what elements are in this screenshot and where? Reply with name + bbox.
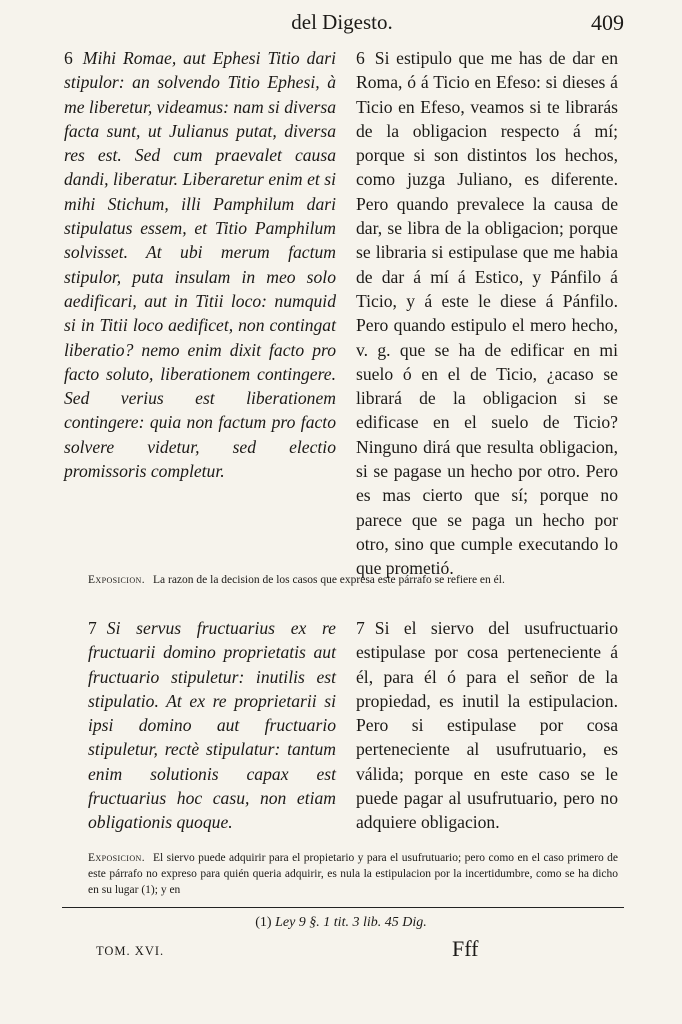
- spanish-column-section-6: [356, 46, 618, 581]
- section-number: 7: [88, 618, 97, 638]
- exposicion-section-6: [88, 572, 618, 588]
- footnote: [0, 915, 682, 931]
- section-number: 6: [64, 48, 73, 68]
- section-number: 6: [356, 48, 365, 68]
- spanish-text: Si estipulo que me has de dar en Roma, ó á Ticio en Efeso: si dieses á Ticio en Efeso, veamos si te librarás de la obligacion respecto á mí; porque si son distintos los hechos, como juzga Juliano, es diferente. Pero quando prevalece la causa de dar, se libra de la obligacion; porque se libraria si estipulase que me habia de dar á mí á Estico, y Pánfilo á Ticio, y á este le diese á Pánfilo. Pero quando estipulo el mero hecho, v. g. que se ha de edificar en mi suelo ó en el de Ticio, ¿acaso se librará de la obligacion si se edificase en el suelo de Ticio? Ninguno dirá que resulta obligacion, si se pagase un hecho por otro. Pero es mas cierto que sí; porque no parece que se paga un hecho por otro, sino que cumple executando lo que prometió.: [356, 48, 618, 579]
- latin-text: Si servus fructuarius ex re fructuarii domino proprietatis aut fructuario stipuletur: inutilis est stipulatio. At ex re proprietarii si ipsi domino aut fructuario stipuletur, rectè stipulatur: tantum enim solutionis capax est fructuarius hoc casu, non etiam obligationis quoque.: [88, 618, 336, 833]
- footnote-text: Ley 9 §. 1 tit. 3 lib. 45 Dig.: [275, 915, 427, 930]
- latin-text: Mihi Romae, aut Ephesi Titio dari stipulor: an solvendo Titio Ephesi, à me liberetur, videamus: nam si diversa facta sunt, ut Julianus putat, diversa res est. Sed cum praevalet causa dandi, liberatur. Liberaretur enim et si mihi Stichum, illi Pamphilum dari stipulatus essem, et Titio Pamphilum solvisset. At ubi merum factum stipulor, puta insulam in meo solo aedificari, aut in Titii loco: numquid si in Titii loco aedificet, non contingat liberatio? nemo enim dixit facto pro facto soluto, liberationem contingere. Sed verius est liberationem contingere: quia non factum pro facto solvere videtur, sed electio promissoris completur.: [64, 48, 337, 482]
- signature-mark: Fff: [452, 936, 479, 961]
- page-number: 409: [591, 10, 624, 35]
- running-title: del Digesto.: [291, 10, 393, 34]
- footnote-divider: [62, 907, 624, 908]
- latin-column-section-7: [88, 616, 336, 835]
- exposicion-text: La razon de la decision de los casos que expresa este párrafo se refiere en él.: [152, 574, 505, 586]
- exposicion-label: Exposicion.: [88, 852, 145, 864]
- spanish-paragraph-7: [356, 616, 618, 835]
- spanish-paragraph-6: [356, 46, 618, 581]
- exposicion-label: Exposicion.: [88, 574, 145, 586]
- exposicion-section-7: [88, 850, 618, 898]
- spanish-column-section-7: [356, 616, 618, 835]
- latin-paragraph-7: [88, 616, 336, 835]
- exposicion-text: El siervo puede adquirir para el propietario y para el usufrutuario; pero como en el caso primero de este párrafo no expreso para quién queria adquirir, es nula la estipulacion por la incertidumbre, como se ha dicho en su lugar (1); y en: [88, 852, 618, 896]
- page-header: [60, 10, 624, 42]
- footnote-marker: (1): [255, 915, 272, 930]
- latin-paragraph-6: [64, 46, 336, 483]
- volume-label: TOM. XVI.: [96, 944, 165, 958]
- section-number: 7: [356, 618, 365, 638]
- spanish-text: Si el siervo del usufructuario estipulase por cosa perteneciente á él, para él ó para el señor de la propiedad, es inutil la estipulacion. Pero si estipulase por cosa perteneciente al usufrutuario, es válida; porque en este caso se le puede pagar al usufrutuario, pero no adquiere obligacion.: [356, 618, 618, 833]
- latin-column-section-6: [64, 46, 336, 483]
